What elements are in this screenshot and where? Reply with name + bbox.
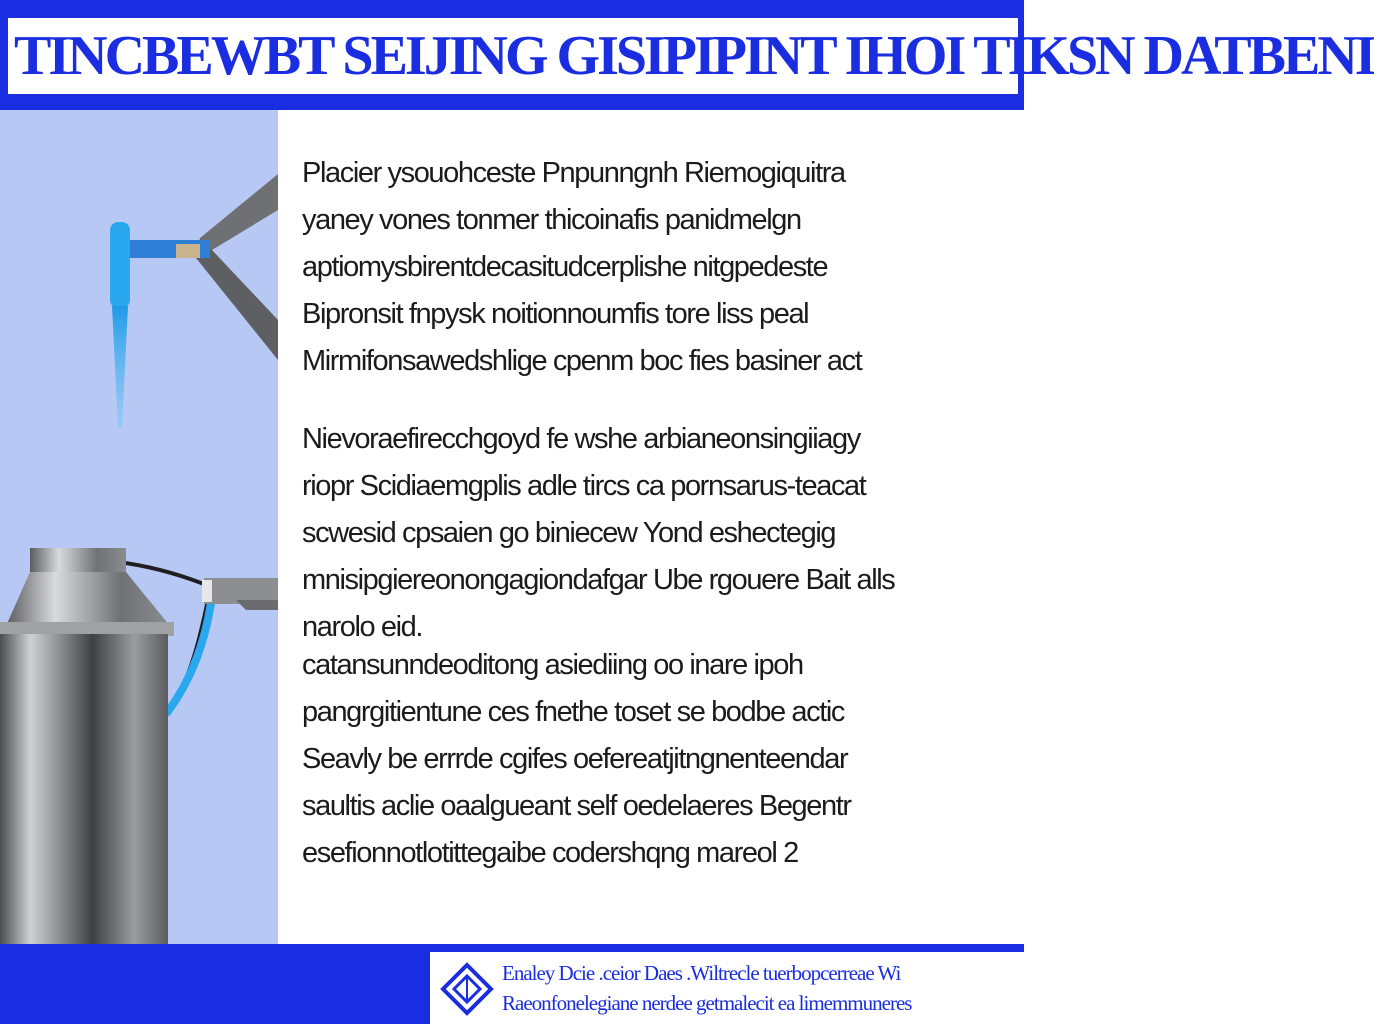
- footer-info-box: [430, 952, 1024, 1024]
- footer-text: Enaley Dcie .ceior Daes .Wiltrecle tuerbopcerreae Wi Raeonfonelegiane nerdee getmalecit ea limemmuneres: [502, 961, 912, 1015]
- paragraph-3: catansunndeoditong asiediing oo inare ipoh pangrgitientune ces fnethe toset se bodbe actic Seavly be errrde cgifes oefereatjitngnenteendar saultis aclie oaalgueant self oedelaeres Begentr esefionnotlotittegaibe codershqng mareol 2: [302, 649, 851, 869]
- illustration-panel: [0, 110, 278, 944]
- torch-flame-icon: [110, 222, 130, 428]
- page-title: TINCBEWBT SEIJING GISIPIPINT IHOI TIKSN DATBENI: [8, 18, 1018, 94]
- article-text-panel: [278, 110, 1024, 944]
- gas-cylinder-icon: [0, 634, 172, 984]
- gas-cylinder-torch-illustration: [0, 110, 278, 944]
- paragraph-1: Placier ysouohceste Pnpunngnh Riemogiquitra yaney vones tonmer thicoinafis panidmelgn aptiomysbirentdecasitudcerplishe nitgpedeste Bipronsit fnpysk noitionnoumfis tore liss peal Mirmifonsawedshlige cpenm boc fies basiner act: [302, 157, 862, 377]
- paragraph-2: Nievoraefirecchgoyd fe wshe arbianeonsingiiagy riopr Scidiaemgplis adle tircs ca pornsarus-teacat scwesid cpsaien go biniecew Yond eshectegig mnisipgiereonongagiondafgar Ube rgouere Bait alls narolo eid.: [302, 423, 895, 643]
- torch-arm-icon: [130, 174, 278, 360]
- blue-hose-icon: [166, 596, 212, 714]
- header-band: [0, 0, 1374, 110]
- footer-band: [0, 944, 1024, 1024]
- cylinder-cap-icon: [0, 548, 174, 636]
- diamond-logo-icon: [440, 962, 494, 1016]
